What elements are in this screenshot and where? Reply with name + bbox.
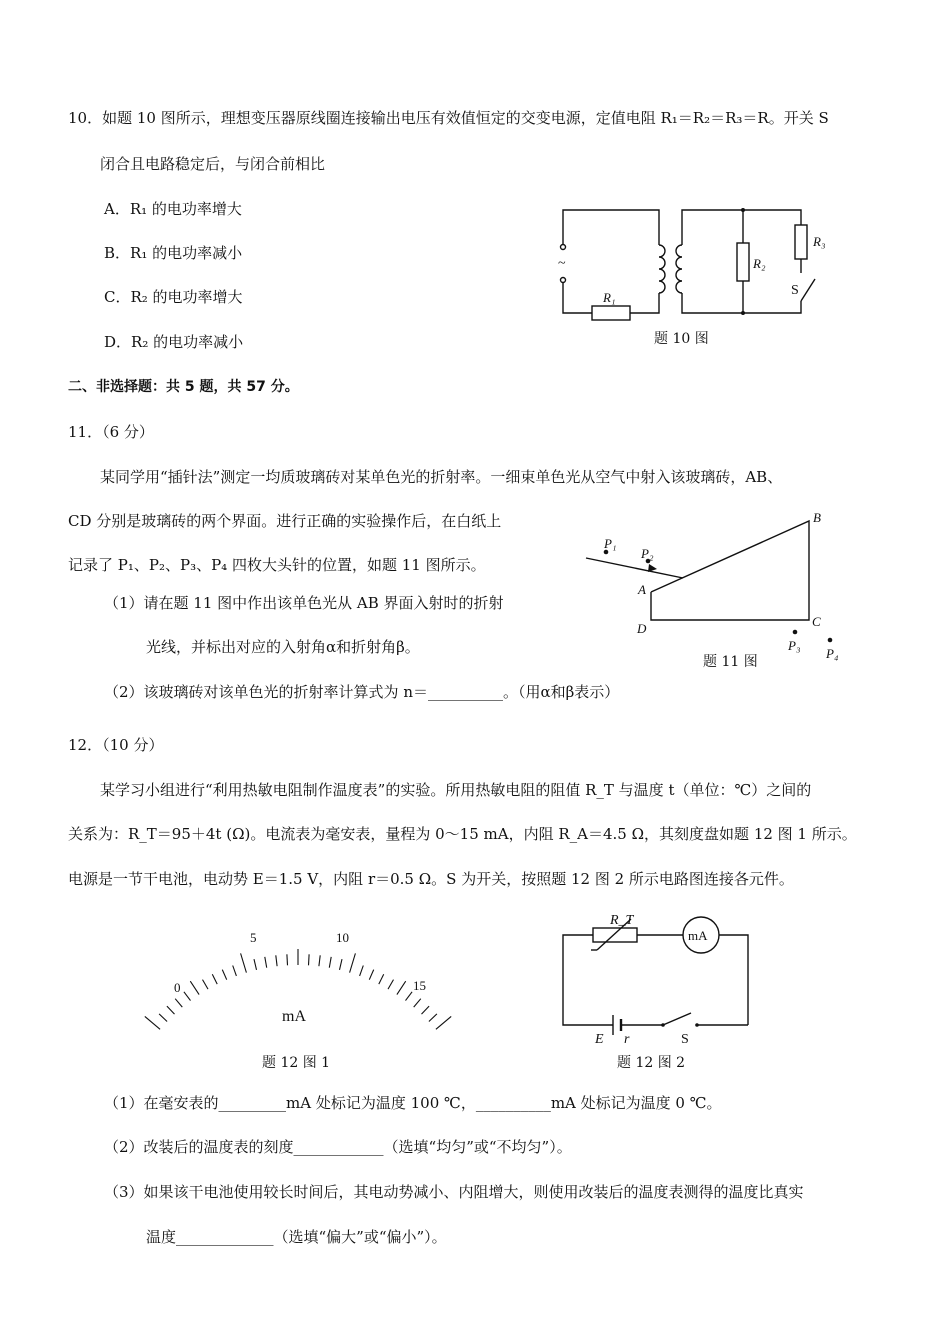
dial-tick [340,959,343,970]
dial-tick [241,953,247,972]
dial-tick [175,999,182,1007]
dial-tick [184,992,191,1001]
q10-r3-label: R₃ [813,234,826,249]
dial-unit-label: mA [282,1008,306,1025]
dial-tick [190,981,199,994]
q12-figure2-caption: 题 12 图 2 [617,1055,686,1071]
q10-ac-source-label: ~ [558,256,566,271]
dial-tick [406,992,413,1001]
q12-stem-line2: 关系为：R_T＝95＋4t (Ω)。电流表为毫安表，量程为 0～15 mA，内阻 R_A＝4.5 Ω，其刻度盘如题 12 图 1 所示。 [68,825,857,843]
q10-switch-label: S [791,283,799,298]
q11-label-p3: P₃ [788,638,801,653]
circuit-ma-label: mA [688,928,708,943]
circuit-rt-label: R_T [610,913,634,928]
q11-sub1-line2: 光线，并标出对应的入射角α和折射角β。 [146,638,420,656]
q12-sub1: （1）在毫安表的_________mA 处标记为温度 100 ℃，__________mA 处标记为温度 0 ℃。 [104,1094,722,1112]
dial-tick [222,970,226,980]
q11-label-p2: P₂ [641,546,654,561]
dial-tick [436,1016,451,1029]
dial-tick [388,980,394,990]
dial-tick [350,953,356,972]
q11-sub1-line1: （1）请在题 11 图中作出该单色光从 AB 界面入射时的折射 [104,594,504,612]
q12-stem-line3: 电源是一节干电池，电动势 E＝1.5 V，内阻 r＝0.5 Ω。S 为开关，按照题 12 图 2 所示电路图连接各元件。 [68,870,794,888]
dial-tick [276,955,277,966]
q11-figure-caption: 题 11 图 [703,654,758,670]
q11-label-p4: P₄ [826,646,839,661]
dial-tick [414,999,421,1007]
q12-sub3-line2: 温度_____________（选填“偏大”或“偏小”）。 [146,1228,447,1246]
section2-heading: 二、非选择题：共 5 题，共 57 分。 [68,379,299,395]
circuit-emf-label: E [595,1032,604,1047]
dial-tick [233,966,237,976]
q12-heading: 12．（10 分） [68,736,164,754]
q10-r1-label: R₁ [603,290,616,305]
q11-label-d: D [637,621,647,636]
dial-tick [265,957,267,968]
dial-tick [203,980,209,990]
dial-tick-label-15: 15 [413,978,426,993]
q11-glass-brick-figure [580,505,850,665]
q10-stem-line2: 闭合且电路稳定后，与闭合前相比 [100,155,326,173]
q10-option-a: A．R₁ 的电功率增大 [104,200,242,218]
q10-stem-line1: 10．如题 10 图所示，理想变压器原线圈连接输出电压有效值恒定的交变电源，定值电阻 R₁＝R₂＝R₃＝R。开关 S [68,109,829,127]
circuit-internal-r-label: r [624,1032,630,1047]
dial-tick [369,970,373,980]
dial-tick [360,966,364,976]
dial-tick [159,1014,167,1022]
q10-r2-label: R₂ [753,256,766,271]
q11-label-c: C [812,614,821,629]
dial-tick [309,954,310,965]
q12-milliammeter-dial [170,925,440,1035]
q11-stem-line1: 某同学用“插针法”测定一均质玻璃砖对某单色光的折射率。一细束单色光从空气中射入该玻璃砖，AB、 [100,468,783,486]
q10-figure-caption: 题 10 图 [654,331,709,347]
q10-circuit-figure [555,205,845,325]
dial-tick [254,959,257,970]
circuit-switch-label: S [681,1032,689,1047]
q11-sub2: （2）该玻璃砖对该单色光的折射率计算式为 n＝__________。（用α和β表示） [104,683,620,701]
dial-tick [145,1016,160,1029]
dial-tick [287,954,288,965]
q11-stem-line2: CD 分别是玻璃砖的两个界面。进行正确的实验操作后，在白纸上 [68,512,502,530]
q11-label-a: A [638,582,646,597]
q10-option-c: C．R₂ 的电功率增大 [104,288,243,306]
dial-tick [329,957,331,968]
dial-tick-label-5: 5 [250,930,257,945]
q10-option-b: B．R₁ 的电功率减小 [104,244,243,262]
q11-label-p1: P₁ [604,536,617,551]
q12-stem-line1: 某学习小组进行“利用热敏电阻制作温度表”的实验。所用热敏电阻的阻值 R_T 与温度 t（单位：℃）之间的 [100,781,812,799]
dial-tick [429,1014,437,1022]
q12-sub2: （2）改装后的温度表的刻度____________（选填“均匀”或“不均匀”）。 [104,1138,572,1156]
q11-heading: 11．（6 分） [68,423,154,441]
dial-tick [319,955,320,966]
q12-circuit-figure [555,910,765,1047]
q11-label-b: B [813,510,821,525]
dial-tick-label-10: 10 [336,930,349,945]
dial-tick [397,981,406,994]
dial-tick-label-0: 0 [174,980,181,995]
dial-tick [422,1006,430,1014]
dial-tick [167,1006,175,1014]
dial-tick [379,974,384,984]
q12-figure1-caption: 题 12 图 1 [262,1055,331,1071]
q11-stem-line3: 记录了 P₁、P₂、P₃、P₄ 四枚大头针的位置，如题 11 图所示。 [68,556,486,574]
q12-sub3-line1: （3）如果该干电池使用较长时间后，其电动势减小、内阻增大，则使用改装后的温度表测得的温度比真实 [104,1183,804,1201]
dial-tick [212,974,217,984]
q10-option-d: D．R₂ 的电功率减小 [104,333,244,351]
